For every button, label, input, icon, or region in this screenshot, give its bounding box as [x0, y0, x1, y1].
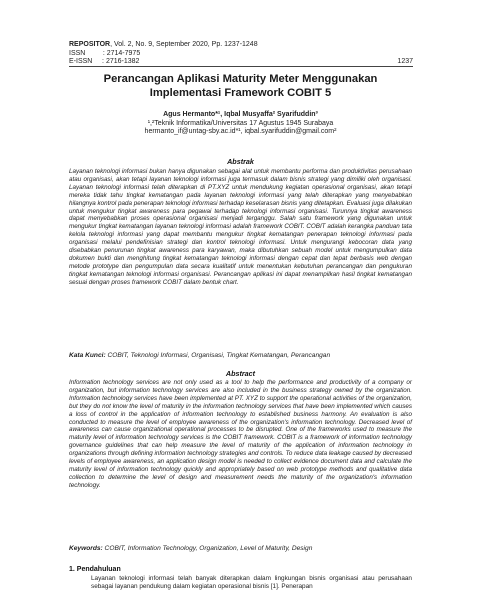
- keywords-en-text: COBIT, Information Technology, Organization, Level of Maturity, Design: [102, 545, 313, 552]
- page-number: 1237: [397, 58, 413, 65]
- author-emails: hermanto_if@untag-sby.ac.id*¹, iqbal.syarifuddin@gmail.com²: [144, 128, 337, 136]
- abstract-id-heading: Abstrak: [227, 157, 254, 166]
- title-line-2: Implementasi Framework COBIT 5: [149, 87, 332, 99]
- title-line-1: Perancangan Aplikasi Maturity Meter Menggunakan: [103, 73, 378, 85]
- journal-citation: [69, 41, 413, 50]
- author-names: Agus Hermanto*¹, Iqbal Musyaffa² Syarifuddin³: [163, 111, 318, 118]
- abstract-en-text: Information technology services are not only used as a tool to help the performance and productivity of a company or organization, but information technology services are also included in the business strategy owned by the organization. Information technology services have been implemented at PT. XYZ to support the operational activities of the organization, but they do not know the level of maturity in the information technology services that have been implemented which causes a loss of control in the application of information technology to established business harmony. An evaluation is also conducted to measure the level of employee awareness of the organization's information technology. Decreased level of awareness can cause organizational operational processes to be disrupted. One of the frameworks used to measure the maturity level of information technology services is the COBIT framework. COBIT is a framework of information technology governance guidelines that can help measure the level of maturity of the application of information technology in organizations through defining information technology strategies and controls. To reduce data leakage caused by decreased levels of employee awareness, an application design model is needed to collect evidence document data and calculate the maturity level of information technology quickly and appropriately based on web prototype methods and qualitative data collection to determine the level of design and measurement needs the maturity of the organization's information technology.: [69, 379, 412, 489]
- keywords-id-text: COBIT, Teknologi Informasi, Organisasi, Tingkat Kematangan, Perancangan: [105, 352, 331, 359]
- abstract-id-text: Layanan teknologi informasi bukan hanya digunakan sebagai alat untuk membantu performa dan produktivitas perusahaan atau organisasi, akan tetapi layanan teknologi informasi juga termasuk dalam bisnis strategi yang dimiliki oleh organisasi. Layanan teknologi informasi telah diterapkan di PT.XYZ untuk mendukung kegiatan operasional organisasi, akan tetapi mereka tidak tahu tingkat kematangan pada layanan teknologi informasi yang telah diterapkan yang menyebabkan hilangnya kontrol pada penerapan teknologi informasi terhadap keselarasan bisnis yang ditetapkan. Evaluasi juga dilakukan untuk mengukur tingkat awareness para pegawai terhadap teknologi informasi organisasi. Turunnya tingkat awareness dapat menyebabkan proses operasional organisasi menjadi terganggu. Salah satu framework yang digunakan untuk mengukur tingkat kematangan layanan teknologi informasi adalah framework COBIT. COBIT adalah kerangka panduan tata kelola teknologi informasi yang dapat membantu mengukur tingkat kematangan penerapan teknologi informasi pada organisasi melalui pendefinisian strategi dan kontrol teknologi informasi. Untuk mengurangi kebocoran data yang disebabkan penurunan tingkat awareness para karyawan, maka dibutuhkan sebuah model untuk mengumpulkan data dokumen bukti dan menghitung tingkat kematangan teknologi informasi dengan cepat dan tepat berbasis web dengan metode prototype dan pengumpulan data secara kualitatif untuk menentukan kebutuhan perancangan dan pengukuran tingkat kematangan teknologi informasi organisasi. Perancangan aplikasi ini dapat menampilkan hasil tingkat kematangan sesuai dengan proses framework COBIT dalam bentuk chart.: [69, 168, 412, 286]
- keywords-en: [69, 545, 412, 552]
- abstract-id-body: [69, 168, 412, 287]
- keywords-id-label: Kata Kunci:: [69, 352, 106, 359]
- author-block: [60, 111, 421, 137]
- keywords-id: [69, 352, 412, 359]
- author-affiliation: ¹,²Teknik Informatika/Universitas 17 Agustus 1945 Surabaya: [147, 119, 334, 127]
- section-1-body: [69, 575, 412, 591]
- header-divider: [69, 66, 413, 67]
- journal-issue: , Vol. 2, No. 9, September 2020, Pp. 1237-1248: [110, 41, 258, 48]
- journal-eissn: E-ISSN : 2716-1382: [69, 58, 140, 65]
- section-1-heading: 1. Pendahuluan: [69, 566, 121, 573]
- journal-name: REPOSITOR: [69, 41, 111, 48]
- section-1-paragraph: Layanan teknologi informasi telah banyak diterapkan dalam lingkungan bisnis organisasi atau perusahaan sebagai layanan pendukung dalam kegiatan operasional bisnis [1]. Penerapan: [91, 575, 412, 590]
- journal-issn: ISSN : 2714-7975: [69, 49, 141, 57]
- keywords-en-label: Keywords:: [69, 545, 103, 552]
- abstract-en-heading: Abstract: [225, 369, 256, 378]
- abstract-en-body: [69, 379, 412, 490]
- paper-title: [60, 72, 421, 100]
- journal-header: [69, 41, 413, 67]
